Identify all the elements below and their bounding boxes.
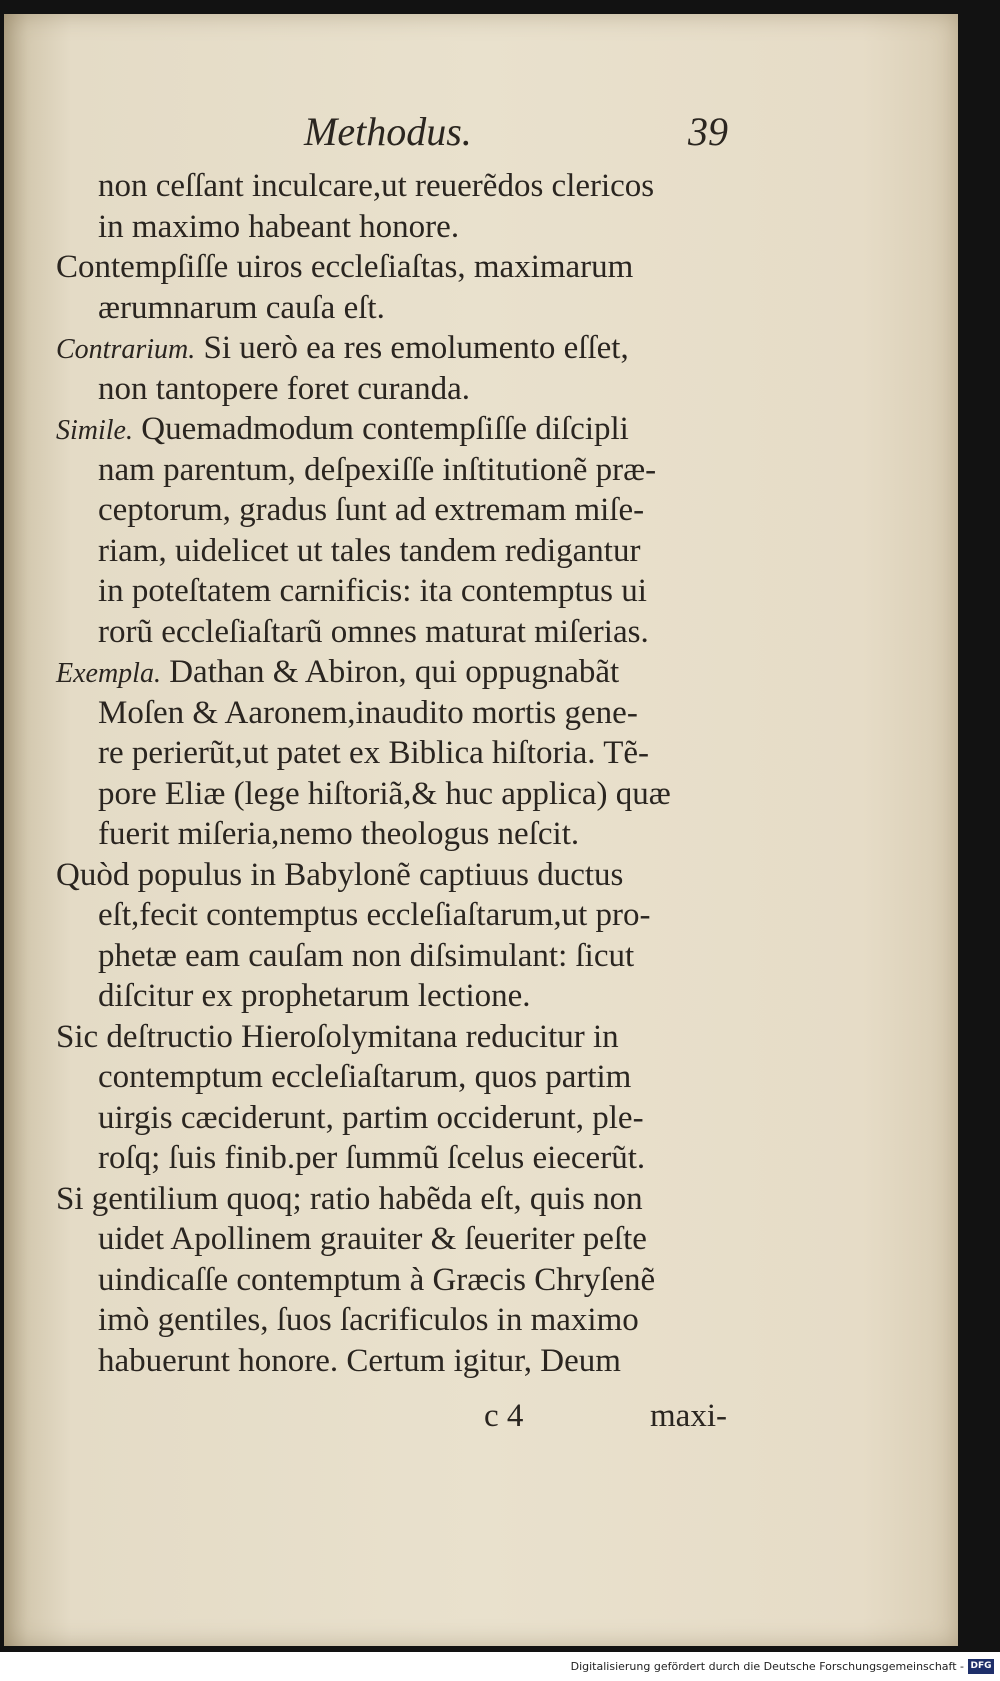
text-line (56, 1017, 746, 1058)
text-line (56, 166, 746, 207)
signature-mark: c 4 (484, 1398, 524, 1434)
line-text: ceptorum, gradus ſunt ad extremam miſe- (98, 492, 645, 528)
line-text: diſcitur ex prophetarum lectione. (98, 978, 531, 1014)
text-body (56, 166, 746, 1381)
line-text: ærumnarum cauſa eſt. (98, 289, 385, 326)
text-line (56, 733, 746, 774)
page-header (4, 108, 958, 162)
text-line (56, 855, 746, 896)
line-text: Contempſiſſe uiros eccleſiaſtas, maximarum (56, 249, 634, 285)
text-line (56, 693, 746, 734)
line-text: re perierũt,ut patet ex Biblica hiſtoria. Tẽ- (98, 735, 650, 771)
line-text: in maximo habeant honore. (98, 208, 460, 245)
line-text: Si uerò ea res emolumento eſſet, (195, 330, 629, 366)
line-text: uidet Apollinem grauiter & ſeueriter peſte (98, 1221, 647, 1257)
text-line (56, 936, 746, 977)
text-line (56, 247, 746, 288)
text-line (56, 490, 746, 531)
text-line (56, 328, 746, 369)
line-text: in poteſtatem carnificis: ita contemptus ui (98, 573, 647, 609)
line-text: uirgis cæciderunt, partim occiderunt, ple- (98, 1099, 644, 1136)
text-line (56, 1219, 746, 1260)
text-line (56, 207, 746, 248)
text-line (56, 976, 746, 1017)
text-line (56, 1138, 746, 1179)
text-line (56, 1098, 746, 1139)
text-line (56, 814, 746, 855)
line-text: uindicaſſe contemptum à Græcis Chryſenẽ (98, 1261, 656, 1298)
line-text: nam parentum, deſpexiſſe inſtitutionẽ præ- (98, 451, 657, 488)
text-line (56, 1179, 746, 1220)
text-line (56, 1260, 746, 1301)
text-line (56, 1341, 746, 1382)
line-text: imò gentiles, ſuos ſacrificulos in maximo (98, 1302, 639, 1338)
line-text: pore Eliæ (lege hiſtoriã,& huc applica) quæ (98, 775, 671, 812)
line-text: Si gentilium quoq; ratio habẽda eſt, quis non (56, 1180, 643, 1217)
line-text: non tantopere foret curanda. (98, 370, 470, 407)
text-line (56, 895, 746, 936)
line-text: Quemadmodum contempſiſſe diſcipli (133, 411, 629, 447)
line-text: contemptum eccleſiaſtarum, quos partim (98, 1059, 632, 1095)
page-footer (4, 1398, 958, 1438)
marginal-rubric: Contrarium. (56, 334, 196, 365)
line-text: rorũ eccleſiaſtarũ omnes maturat miſerias. (98, 613, 649, 650)
running-title: Methodus. (304, 109, 472, 154)
text-line (56, 531, 746, 572)
text-line (56, 369, 746, 410)
text-line (56, 652, 746, 693)
digitization-credit: Digitalisierung gefördert durch die Deutsche Forschungsgemeinschaft - (570, 1660, 964, 1673)
line-text: fuerit miſeria,nemo theologus neſcit. (98, 816, 580, 852)
line-text: riam, uidelicet ut tales tandem redigantur (98, 532, 641, 569)
line-text: eſt,fecit contemptus eccleſiaſtarum,ut pro- (98, 897, 651, 933)
line-text: Dathan & Abiron, qui oppugnabãt (160, 654, 620, 690)
marginal-rubric: Simile. (56, 415, 133, 446)
text-line (56, 288, 746, 329)
text-line (56, 571, 746, 612)
text-line (56, 409, 746, 450)
text-line (56, 1057, 746, 1098)
catchword: maxi- (650, 1398, 727, 1434)
line-text: phetæ eam cauſam non diſsimulant: ſicut (98, 937, 635, 974)
line-text: Quòd populus in Babylonẽ captiuus ductus (56, 856, 624, 893)
book-page (4, 14, 958, 1646)
line-text: Moſen & Aaronem,inaudito mortis gene- (98, 694, 638, 731)
line-text: non ceſſant inculcare,ut reuerẽdos clericos (98, 168, 655, 204)
text-line (56, 612, 746, 653)
page-number: 39 (688, 109, 728, 154)
line-text: Sic deſtructio Hieroſolymitana reducitur in (56, 1018, 619, 1055)
dfg-logo: DFG (968, 1659, 994, 1674)
line-text: habuerunt honore. Certum igitur, Deum (98, 1342, 621, 1379)
text-line (56, 450, 746, 491)
text-line (56, 774, 746, 815)
text-line (56, 1300, 746, 1341)
marginal-rubric: Exempla. (56, 658, 161, 689)
line-text: roſq; ſuis finib.per ſummũ ſcelus eiecerũt. (98, 1140, 646, 1176)
